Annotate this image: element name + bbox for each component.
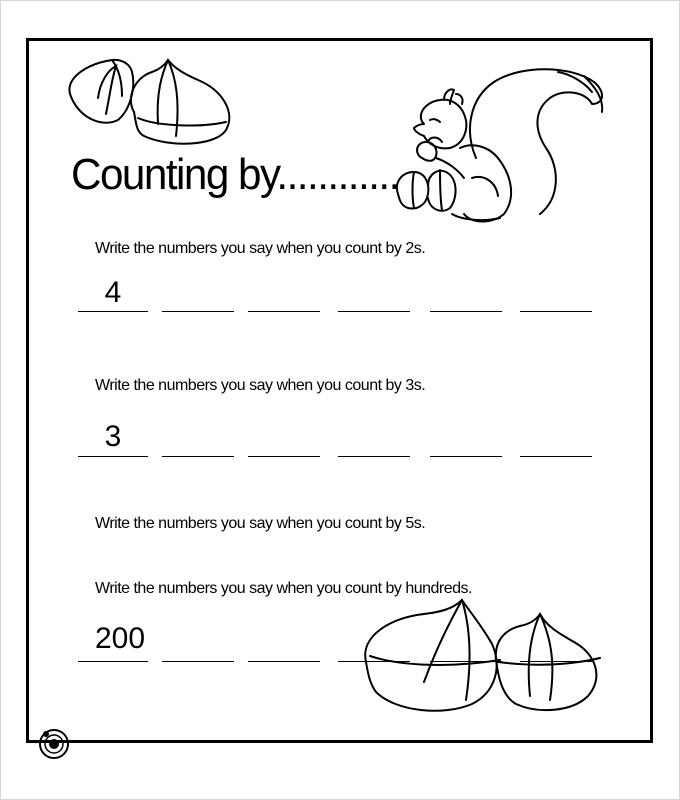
answer-blank[interactable] <box>248 456 320 457</box>
exercise-prompt: Write the numbers you say when you count by hundreds. <box>95 580 472 597</box>
chestnuts-icon <box>60 52 240 152</box>
exercise-prompt: Write the numbers you say when you count by 5s. <box>95 515 426 532</box>
answer-blank[interactable] <box>338 311 410 312</box>
exercise-prompt: Write the numbers you say when you count by 3s. <box>95 377 426 394</box>
answer-blank[interactable] <box>162 456 234 457</box>
page-title: Counting by............ <box>71 150 399 199</box>
chestnuts-icon <box>360 596 604 720</box>
answer-blank[interactable] <box>78 311 148 312</box>
answer-value: 3 <box>104 420 122 453</box>
answer-blank[interactable] <box>78 661 148 662</box>
answer-blank[interactable] <box>520 456 592 457</box>
answer-blank[interactable] <box>430 311 502 312</box>
answer-blank[interactable] <box>78 456 148 457</box>
answer-blank[interactable] <box>520 311 592 312</box>
answer-value: 200 <box>94 622 146 655</box>
answer-blank[interactable] <box>162 661 234 662</box>
exercise-prompt: Write the numbers you say when you count by 2s. <box>95 240 426 257</box>
answer-blank[interactable] <box>248 661 320 662</box>
answer-value: 4 <box>104 276 122 309</box>
squirrel-icon <box>380 58 612 230</box>
answer-blank[interactable] <box>162 311 234 312</box>
logo-icon <box>36 726 72 762</box>
answer-blank[interactable] <box>430 456 502 457</box>
answer-blank[interactable] <box>248 311 320 312</box>
answer-blank[interactable] <box>338 456 410 457</box>
